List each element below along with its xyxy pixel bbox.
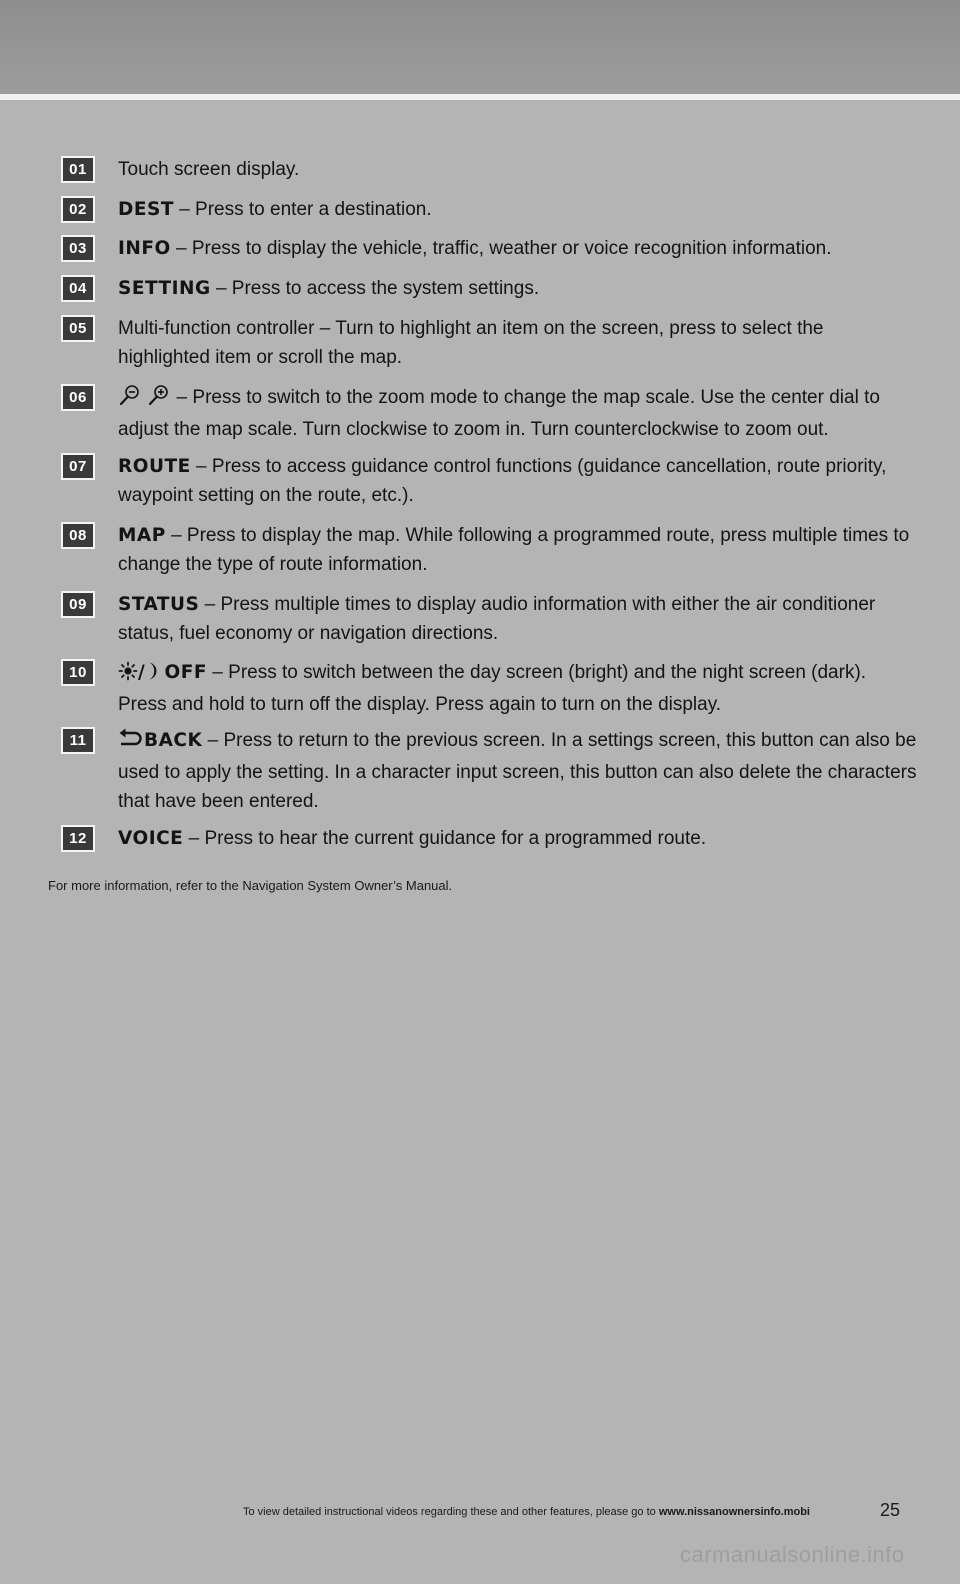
item-number-badge: 04 — [61, 275, 95, 302]
item-keyword: BACK — [144, 730, 203, 751]
zoom-in-icon — [147, 384, 171, 415]
item-description — [118, 155, 918, 184]
item-number-badge: 10 — [61, 659, 95, 686]
item-number-badge: 12 — [61, 825, 95, 852]
item-text: – Press to display the map. While following a programmed route, press multiple times to change the type of route information. — [118, 525, 910, 575]
item-number-badge: 09 — [61, 591, 95, 618]
item-text: – Press to return to the previous screen. In a settings screen, this button can also be used to apply the setting. In a character input screen, this button can also delete the characters that have been entered. — [118, 730, 917, 812]
footer-text: To view detailed instructional videos regarding these and other features, please go to — [243, 1506, 659, 1518]
item-number-badge: 02 — [61, 196, 95, 223]
item-description — [118, 195, 918, 224]
item-text: – Press to access guidance control functions (guidance cancellation, route priority, waypoint setting on the route, etc.). — [118, 456, 887, 506]
item-number-badge: 01 — [61, 156, 95, 183]
page-number: 25 — [880, 1500, 901, 1520]
item-number-badge: 05 — [61, 315, 95, 342]
item-keyword: VOICE — [118, 828, 184, 849]
header-band — [0, 0, 960, 94]
footer-url: www.nissanownersinfo.mobi — [658, 1506, 810, 1518]
back-arrow-icon — [118, 727, 144, 758]
item-keyword: DEST — [118, 199, 174, 220]
item-description — [118, 521, 918, 579]
item-number-badge: 08 — [61, 522, 95, 549]
slash-separator: / — [138, 662, 146, 683]
item-description — [118, 824, 918, 853]
footnote: For more information, refer to the Navigation System Owner’s Manual. — [48, 878, 453, 893]
watermark: carmanualsonline.info — [680, 1542, 905, 1567]
item-text: Touch screen display. — [118, 159, 300, 180]
item-number-badge: 11 — [61, 727, 95, 754]
item-text: – Press to hear the current guidance for a programmed route. — [183, 828, 707, 849]
item-text: – Press to access the system settings. — [210, 278, 540, 299]
item-text: – Press to switch between the day screen (bright) and the night screen (dark). Press and hold to turn off the display. Press again to turn on the display. — [118, 662, 867, 715]
item-description — [118, 314, 918, 372]
item-text: – Press to switch to the zoom mode to change the map scale. Use the center dial to adjust the map scale. Turn clockwise to zoom in. Turn counterclockwise to zoom out. — [118, 387, 880, 440]
item-description — [118, 658, 918, 719]
item-description — [118, 452, 918, 510]
item-description — [118, 383, 918, 444]
item-keyword: OFF — [164, 662, 208, 683]
item-number-badge: 03 — [61, 235, 95, 262]
item-description — [118, 726, 918, 816]
item-text: – Press multiple times to display audio information with either the air conditioner status, fuel economy or navigation directions. — [118, 594, 876, 644]
header-rule — [0, 94, 960, 100]
zoom-out-icon — [118, 384, 142, 415]
item-keyword: SETTING — [118, 278, 211, 299]
item-text: – Press to display the vehicle, traffic, weather or voice recognition information. — [170, 238, 832, 259]
item-keyword: STATUS — [118, 594, 200, 615]
item-text: Multi-function controller – Turn to highlight an item on the screen, press to select the highlighted item or scroll the map. — [118, 318, 824, 368]
item-description — [118, 234, 918, 263]
item-text: – Press to enter a destination. — [173, 199, 432, 220]
item-keyword: MAP — [118, 525, 166, 546]
item-number-badge: 06 — [61, 384, 95, 411]
item-description — [118, 274, 918, 303]
item-number-badge: 07 — [61, 453, 95, 480]
item-description — [118, 590, 918, 648]
moon-icon — [145, 661, 159, 690]
footer-note — [0, 1506, 810, 1518]
sun-icon — [118, 661, 138, 690]
item-keyword: INFO — [118, 238, 171, 259]
item-keyword: ROUTE — [118, 456, 191, 477]
